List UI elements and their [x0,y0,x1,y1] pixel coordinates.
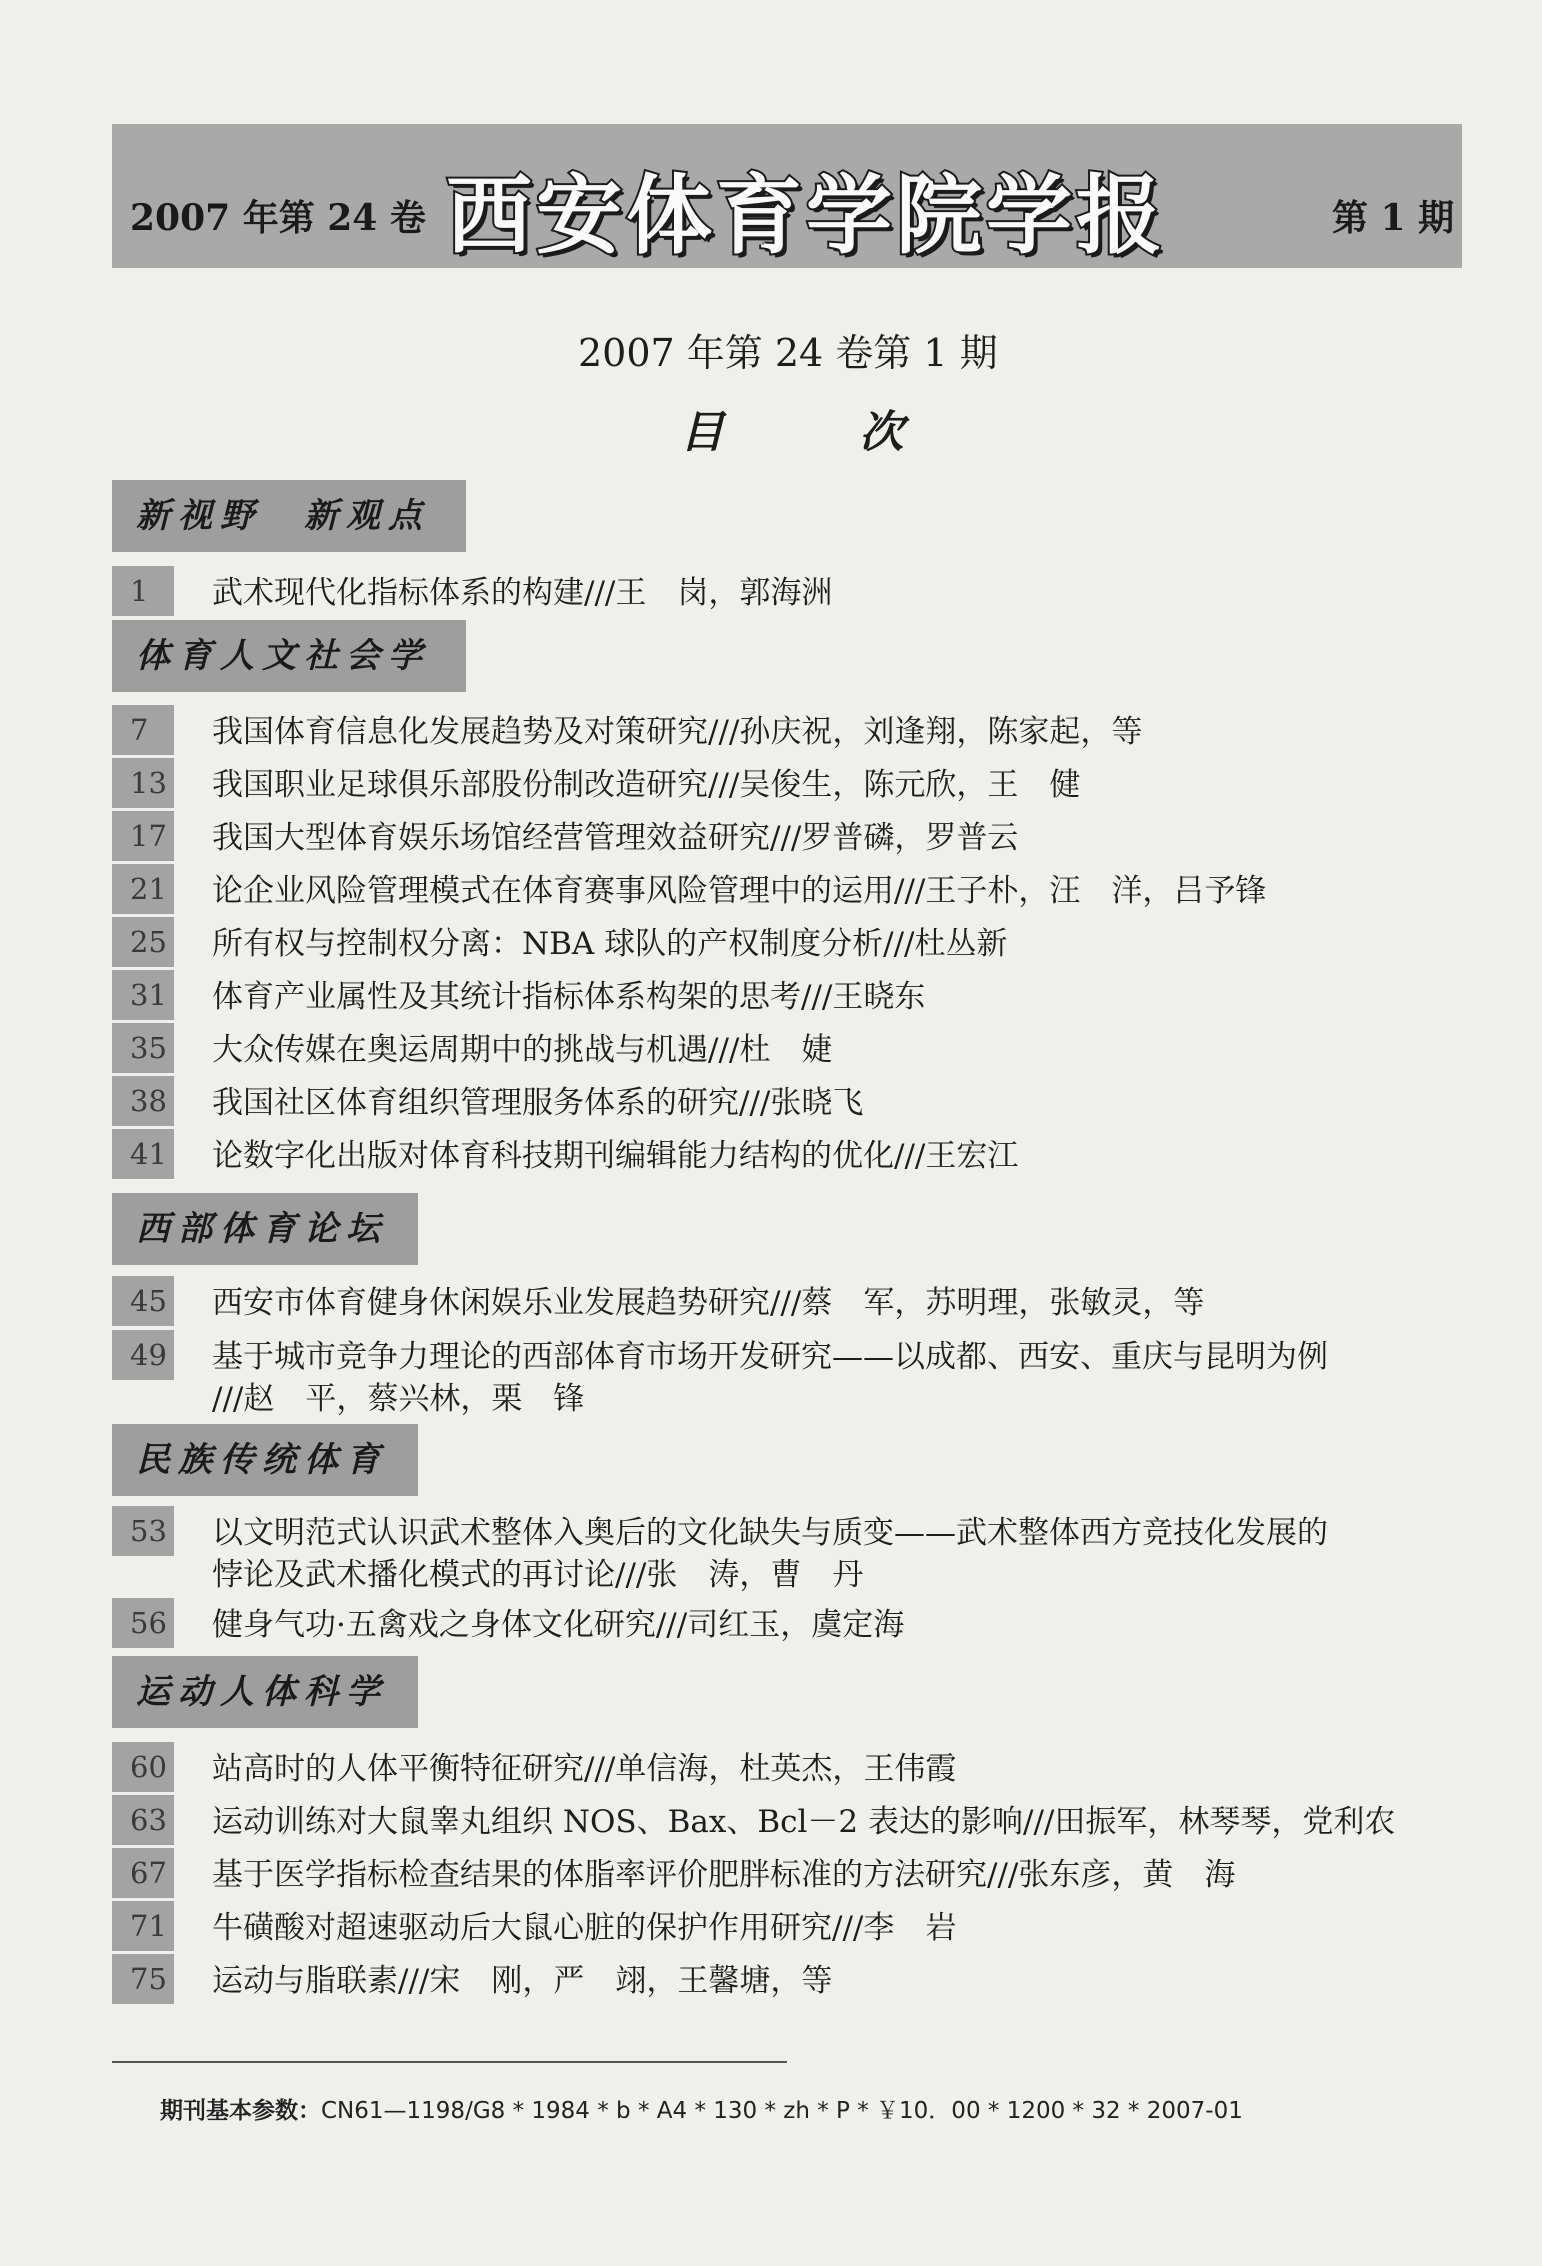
entry-title: 基于医学指标检查结果的体脂率评价肥胖标准的方法研究 [212,1857,987,1893]
page-number: 49 [112,1330,174,1380]
entry-title: 我国大型体育娱乐场馆经营管理效益研究 [212,820,770,856]
journal-parameters [160,2092,1243,2125]
entry-text [212,1602,1472,1648]
entry-authors: ///单信海，杜英杰，王伟霞 [584,1751,957,1787]
entry-text [212,1905,1472,1951]
entry-authors: ///张东彦，黄 海 [987,1857,1236,1893]
header-issue: 第 1 期 [1332,197,1455,239]
entry-title: 我国体育信息化发展趋势及对策研究 [212,714,708,750]
entry-authors: ///王 岗，郭海洲 [584,575,833,611]
page-number: 56 [112,1598,174,1648]
entry-title: 所有权与控制权分离：NBA 球队的产权制度分析 [212,926,884,962]
entry-authors: ///孙庆祝，刘逢翔，陈家起，等 [708,714,1143,750]
section-header: 体育人文社会学 [112,620,466,692]
footer-divider [112,2061,787,2063]
entry-text [212,815,1472,861]
entry-text-cont [212,1552,863,1598]
page-number: 25 [112,917,174,967]
entry-text [212,1799,1472,1845]
entry-text [212,1852,1472,1898]
entry-title: 武术现代化指标体系的构建 [212,575,584,611]
entry-authors: ///蔡 军，苏明理，张敏灵，等 [770,1285,1205,1321]
page-number: 41 [112,1129,174,1179]
page-number: 53 [112,1506,174,1556]
entry-authors: ///王宏江 [894,1138,1019,1174]
entry-authors: ///杜丛新 [883,926,1008,962]
page-number: 71 [112,1901,174,1951]
entry-title-cont: 悖论及武术播化模式的再讨论 [212,1557,615,1593]
entry-authors: ///杜 婕 [708,1032,833,1068]
page-number: 31 [112,970,174,1020]
section-header: 新视野 新观点 [112,480,466,552]
page-number: 75 [112,1954,174,2004]
page-number: 60 [112,1742,174,1792]
page-number: 35 [112,1023,174,1073]
entry-text [212,1334,1472,1380]
entry-text [212,762,1472,808]
entry-title: 健身气功·五禽戏之身体文化研究 [212,1607,656,1643]
entry-text [212,1510,1472,1556]
entry-title: 大众传媒在奥运周期中的挑战与机遇 [212,1032,708,1068]
entry-title: 西安市体育健身休闲娱乐业发展趋势研究 [212,1285,770,1321]
section-header: 运动人体科学 [112,1656,418,1728]
params-label: 期刊基本参数： [160,2098,321,2124]
section-header: 民族传统体育 [112,1424,418,1496]
page-number: 1 [112,566,174,616]
entry-text [212,921,1472,967]
entry-title: 基于城市竞争力理论的西部体育市场开发研究——以成都、西安、重庆与昆明为例 [212,1339,1328,1375]
entry-title: 以文明范式认识武术整体入奥后的文化缺失与质变——武术整体西方竞技化发展的 [212,1515,1328,1551]
entry-title: 运动训练对大鼠睾丸组织 NOS、Bax、Bcl－2 表达的影响 [212,1804,1024,1840]
entry-authors: ///王子朴，汪 洋，吕予锋 [894,873,1267,909]
section-header: 西部体育论坛 [112,1193,418,1265]
entry-text [212,1746,1472,1792]
entry-authors: ///罗普磷，罗普云 [770,820,1019,856]
entry-title: 站高时的人体平衡特征研究 [212,1751,584,1787]
header-year-volume: 2007 年第 24 卷 [130,197,426,239]
entry-text [212,570,1472,616]
entry-authors: ///李 岩 [832,1910,957,1946]
entry-title: 体育产业属性及其统计指标体系构架的思考 [212,979,801,1015]
entry-text [212,1027,1472,1073]
entry-text [212,974,1472,1020]
entry-text [212,709,1472,755]
entry-text [212,1280,1472,1326]
page-number: 13 [112,758,174,808]
entry-title: 论数字化出版对体育科技期刊编辑能力结构的优化 [212,1138,894,1174]
page-number: 38 [112,1076,174,1126]
entry-authors: ///张晓飞 [739,1085,864,1121]
params-value: CN61—1198/G8 * 1984 * b * A4 * 130 * zh * P * ￥10．00 * 1200 * 32 * 2007-01 [321,2098,1243,2124]
entry-authors: ///王晓东 [801,979,926,1015]
contents-heading: 目 次 [680,407,964,458]
entry-authors: ///宋 刚，严 翊，王馨塘，等 [398,1963,833,1999]
page-number: 21 [112,864,174,914]
journal-title: 西安体育学院学报 [446,166,1166,266]
entry-authors: ///司红玉，虞定海 [655,1607,905,1643]
page-number: 7 [112,705,174,755]
entry-authors: ///张 涛，曹 丹 [615,1557,864,1593]
entry-authors: ///赵 平，蔡兴林，栗 锋 [212,1381,585,1417]
page-number: 67 [112,1848,174,1898]
page-number: 63 [112,1795,174,1845]
entry-title: 运动与脂联素 [212,1963,398,1999]
entry-title: 论企业风险管理模式在体育赛事风险管理中的运用 [212,873,894,909]
issue-subtitle: 2007 年第 24 卷第 1 期 [578,331,998,375]
entry-title: 我国社区体育组织管理服务体系的研究 [212,1085,739,1121]
entry-text [212,1080,1472,1126]
entry-text [212,868,1472,914]
entry-title: 我国职业足球俱乐部股份制改造研究 [212,767,708,803]
entry-title: 牛磺酸对超速驱动后大鼠心脏的保护作用研究 [212,1910,832,1946]
entry-text [212,1133,1472,1179]
page-number: 17 [112,811,174,861]
background-bleedthrough [330,262,404,354]
entry-authors: ///吴俊生，陈元欣，王 健 [708,767,1081,803]
entry-text [212,1958,1472,2004]
entry-authors: ///田振军，林琴琴，党利农 [1023,1804,1396,1840]
page-number: 45 [112,1276,174,1326]
